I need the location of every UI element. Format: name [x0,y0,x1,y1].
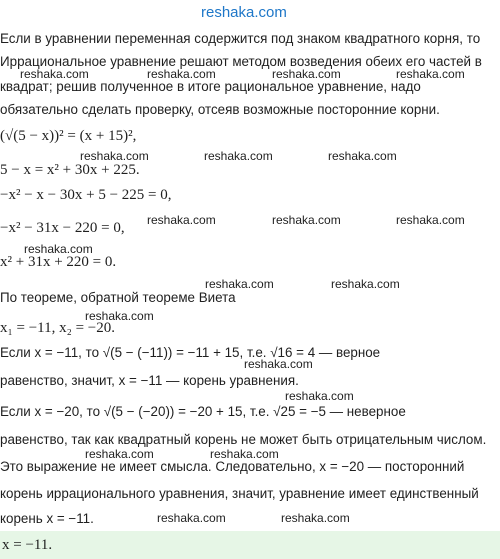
vieta-text: По теореме, обратной теореме Виета [0,290,236,305]
watermark: reshaka.com [24,242,93,256]
watermark: reshaka.com [244,357,313,371]
watermark: reshaka.com [272,67,341,81]
watermark: reshaka.com [210,447,279,461]
watermark: reshaka.com [85,447,154,461]
intro-line-1: Если в уравнении переменная содержится под знаком квадратного корня, то [0,31,481,46]
equation-2: 5 − x = x² + 30x + 225. [0,162,140,178]
equation-1: (√(5 − x))² = (x + 15)², [0,128,137,144]
check2-line-5: корень x = −11. [0,511,94,526]
intro-line-3: квадрат; решив полученное в итоге рациональное уравнение, надо [0,79,421,94]
watermark: reshaka.com [20,67,89,81]
check2-line-1: Если x = −20, то √(5 − (−20)) = −20 + 15, т.е. √25 = −5 — неверное [0,404,406,419]
equation-3: −x² − x − 30x + 5 − 225 = 0, [0,187,172,203]
check2-line-4: корень иррационального уравнения, значит, уравнение имеет единственный [0,486,479,501]
watermark: reshaka.com [396,213,465,227]
watermark: reshaka.com [205,277,274,291]
watermark: reshaka.com [281,511,350,525]
watermark: reshaka.com [396,67,465,81]
check1-line-1: Если x = −11, то √(5 − (−11)) = −11 + 15, т.е. √16 = 4 — верное [0,345,381,360]
intro-line-4: обязательно сделать проверку, отсеяв возможные посторонние корни. [0,102,440,117]
check1-line-2: равенство, значит, x = −11 — корень уравнения. [0,373,299,388]
watermark: reshaka.com [147,213,216,227]
watermark: reshaka.com [285,389,354,403]
watermark: reshaka.com [157,511,226,525]
watermark: reshaka.com [147,67,216,81]
watermark: reshaka.com [328,149,397,163]
watermark: reshaka.com [331,277,400,291]
equation-5: x² + 31x + 220 = 0. [0,254,117,270]
answer-text: x = −11. [2,537,53,553]
watermark: reshaka.com [85,309,154,323]
equation-4: −x² − 31x − 220 = 0, [0,220,125,236]
vieta-roots: x₁ = −11, x₂ = −20. [0,320,115,336]
watermark-top: reshaka.com [201,4,287,21]
answer-bar [0,531,500,559]
watermark: reshaka.com [80,149,149,163]
watermark: reshaka.com [204,149,273,163]
check2-line-3: Это выражение не имеет смысла. Следовательно, x = −20 — посторонний [0,459,465,474]
watermark: reshaka.com [272,213,341,227]
check2-line-2: равенство, так как квадратный корень не может быть отрицательным числом. [0,432,487,447]
intro-line-2: Иррациональное уравнение решают методом возведения обеих его частей в [0,54,482,69]
